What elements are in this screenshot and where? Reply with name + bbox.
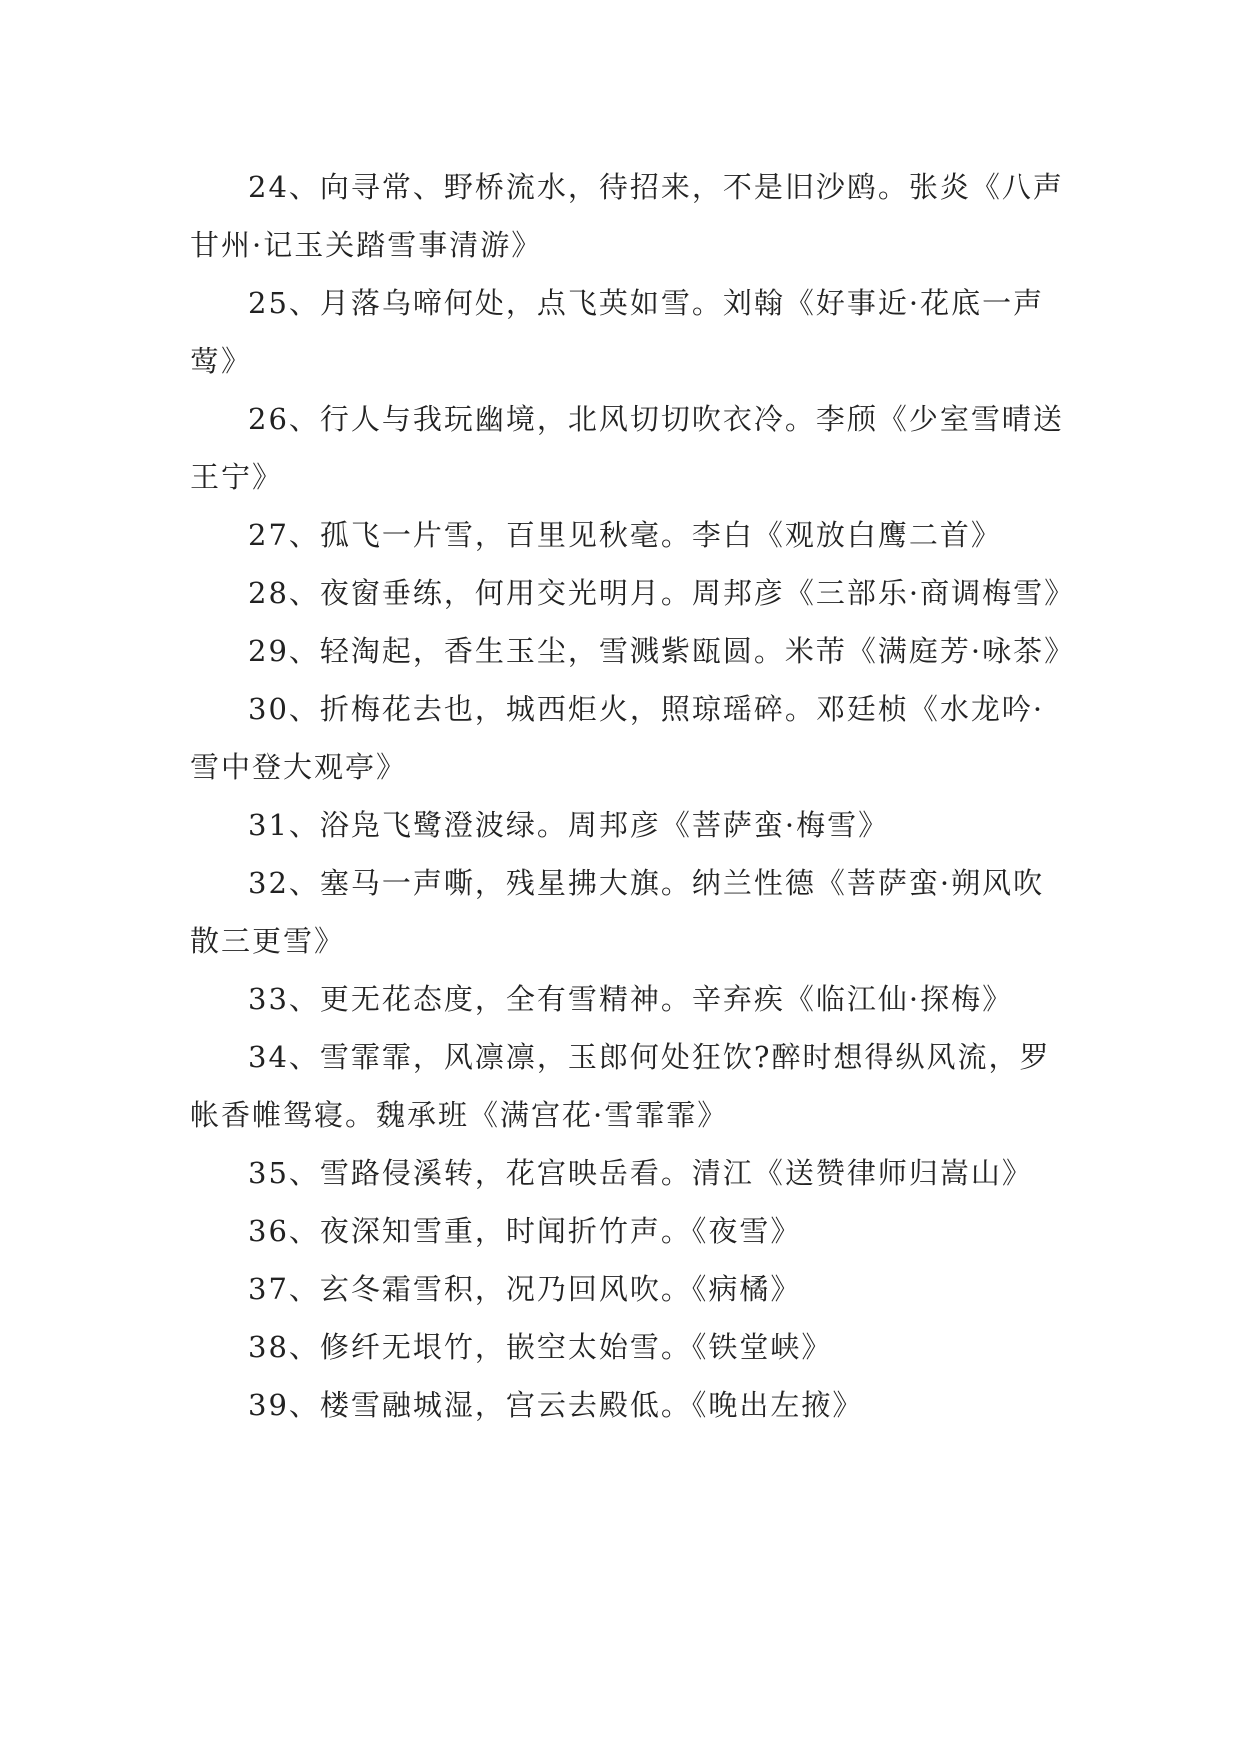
list-item: 27、孤飞一片雪，百里见秋毫。李白《观放白鹰二首》 (248, 518, 1002, 552)
list-item: 33、更无花态度，全有雪精神。辛弃疾《临江仙·探梅》 (248, 982, 1014, 1016)
list-item: 31、浴凫飞鹭澄波绿。周邦彦《菩萨蛮·梅雪》 (248, 808, 890, 842)
list-item: 37、玄冬霜雪积，况乃回风吹。《病橘》 (248, 1272, 802, 1306)
poem-list (190, 158, 1076, 1434)
list-item: 39、楼雪融城湿，宫云去殿低。《晚出左掖》 (248, 1388, 864, 1422)
list-item: 30、折梅花去也，城西炬火，照琼瑶碎。邓廷桢《水龙吟·雪中登大观亭》 (190, 692, 1045, 784)
list-item: 36、夜深知雪重，时闻折竹声。《夜雪》 (248, 1214, 802, 1248)
list-item: 29、轻淘起，香生玉尘，雪溅紫瓯圆。米芾《满庭芳·咏茶》 (248, 634, 1076, 668)
list-item: 28、夜窗垂练，何用交光明月。周邦彦《三部乐·商调梅雪》 (248, 576, 1076, 610)
list-item: 32、塞马一声嘶，残星拂大旗。纳兰性德《菩萨蛮·朔风吹散三更雪》 (190, 866, 1045, 958)
list-item: 34、雪霏霏，风凛凛，玉郎何处狂饮?醉时想得纵风流，罗帐香帷鸳寝。魏承班《满宫花·雪霏霏》 (190, 1040, 1051, 1132)
list-item: 24、向寻常、野桥流水，待招来，不是旧沙鸥。张炎《八声甘州·记玉关踏雪事清游》 (190, 170, 1064, 262)
list-item: 35、雪路侵溪转，花宫映岳看。清江《送赞律师归嵩山》 (248, 1156, 1033, 1190)
list-item: 26、行人与我玩幽境，北风切切吹衣冷。李颀《少室雪晴送王宁》 (190, 402, 1064, 494)
list-item: 25、月落乌啼何处，点飞英如雪。刘翰《好事近·花底一声莺》 (190, 286, 1045, 378)
list-item: 38、修纤无垠竹，嵌空太始雪。《铁堂峡》 (248, 1330, 833, 1364)
